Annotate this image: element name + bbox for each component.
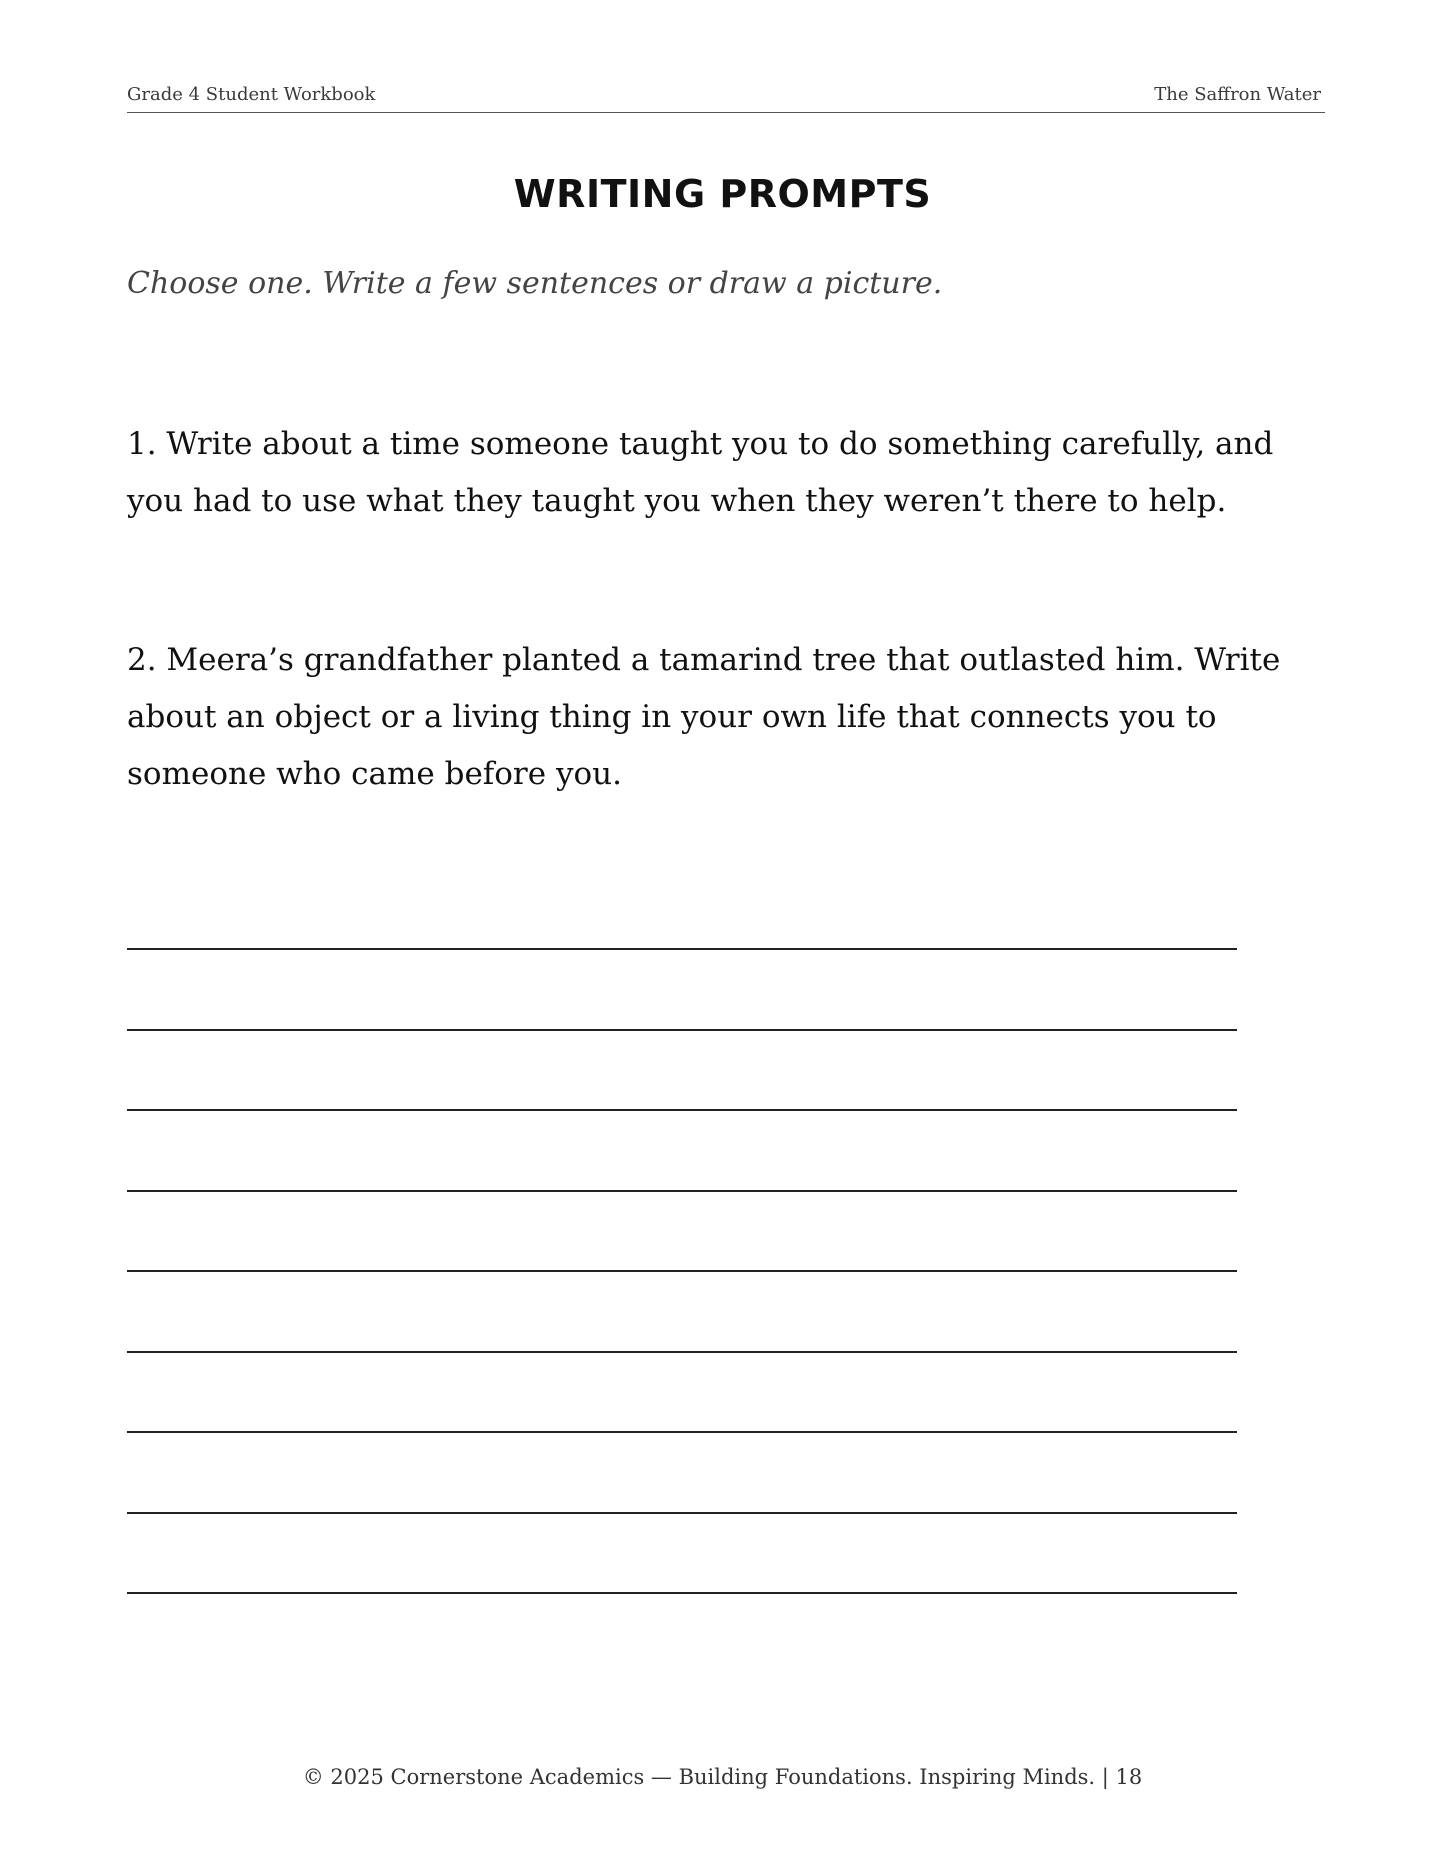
page-footer: © 2025 Cornerstone Academics — Building Foundations. Inspiring Minds. | 18 xyxy=(302,1765,1143,1789)
writing-prompt-1: 1. Write about a time someone taught you to do something carefully, and you had to use what they taught you when they weren’t there to help. xyxy=(127,426,1274,519)
answer-line[interactable] xyxy=(127,1514,1237,1595)
answer-line[interactable] xyxy=(127,1111,1237,1192)
page-title: WRITING PROMPTS xyxy=(513,172,932,216)
writing-prompt-2: 2. Meera’s grandfather planted a tamarind tree that outlasted him. Write about an object or a living thing in your own life that connects you to someone who came before you. xyxy=(127,642,1281,792)
answer-line[interactable] xyxy=(127,1433,1237,1514)
answer-line[interactable] xyxy=(127,950,1237,1031)
page-header xyxy=(127,84,1325,113)
header-story-title: The Saffron Water xyxy=(1154,84,1321,105)
answer-line[interactable] xyxy=(127,1192,1237,1273)
header-workbook-label: Grade 4 Student Workbook xyxy=(127,84,376,105)
instructions: Choose one. Write a few sentences or draw a picture. xyxy=(127,266,943,301)
answer-line[interactable] xyxy=(127,1272,1237,1353)
answer-lines xyxy=(127,948,1237,1594)
answer-line[interactable] xyxy=(127,1031,1237,1112)
answer-line[interactable] xyxy=(127,1353,1237,1434)
